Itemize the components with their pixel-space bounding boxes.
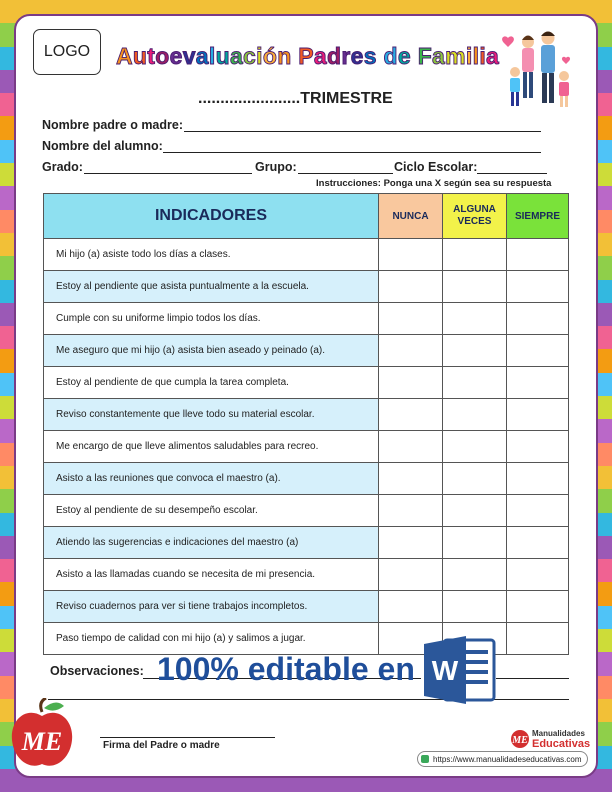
indicator-text: Asisto a las llamadas cuando se necesita de mi presencia. — [44, 559, 379, 591]
website-link[interactable] — [417, 751, 588, 767]
title-letter: d — [383, 43, 398, 69]
table-row — [44, 367, 569, 399]
indicator-text: Me encargo de que lleve alimentos saludables para recreo. — [44, 431, 379, 463]
title-letter: e — [397, 43, 411, 69]
indicator-text: Me aseguro que mi hijo (a) asista bien aseado y peinado (a). — [44, 335, 379, 367]
observations-line-1b[interactable] — [496, 678, 569, 679]
table-row — [44, 399, 569, 431]
word-letter: W — [431, 655, 459, 686]
answer-cell-nunca[interactable] — [379, 271, 443, 303]
table-row — [44, 463, 569, 495]
answer-cell-alguna-veces[interactable] — [443, 335, 507, 367]
indicators-table — [43, 193, 569, 655]
title-letter: u — [215, 43, 230, 69]
page-title — [116, 43, 499, 70]
signature-line[interactable] — [100, 737, 275, 738]
title-letter: a — [195, 43, 209, 69]
indicator-text: Paso tiempo de calidad con mi hijo (a) y salimos a jugar. — [44, 623, 379, 655]
answer-cell-nunca[interactable] — [379, 399, 443, 431]
answer-cell-nunca[interactable] — [379, 367, 443, 399]
title-letter: i — [465, 43, 473, 69]
title-letter: a — [432, 43, 446, 69]
title-letter: l — [208, 43, 216, 69]
grade-line[interactable] — [84, 173, 252, 174]
indicator-text: Cumple con su uniforme limpio todos los días. — [44, 303, 379, 335]
title-letter: u — [132, 43, 148, 69]
table-row — [44, 335, 569, 367]
group-label: Grupo: — [255, 160, 297, 174]
table-row — [44, 527, 569, 559]
table-row — [44, 431, 569, 463]
answer-cell-nunca[interactable] — [379, 239, 443, 271]
title-letter: l — [472, 43, 480, 69]
answer-cell-siempre[interactable] — [507, 239, 569, 271]
signature-label: Firma del Padre o madre — [103, 740, 220, 751]
word-icon — [422, 634, 498, 706]
answer-cell-alguna-veces[interactable] — [443, 463, 507, 495]
table-row — [44, 495, 569, 527]
answer-cell-siempre[interactable] — [507, 623, 569, 655]
title-letter — [377, 43, 384, 70]
answer-cell-alguna-veces[interactable] — [443, 367, 507, 399]
title-letter: d — [327, 43, 342, 69]
answer-cell-nunca[interactable] — [379, 495, 443, 527]
family-illustration — [500, 28, 578, 112]
answer-cell-siempre[interactable] — [507, 559, 569, 591]
parent-name-label: Nombre padre o madre: — [42, 118, 184, 132]
title-letter: e — [350, 43, 364, 69]
indicator-text: Estoy al pendiente de su desempeño escolar. — [44, 495, 379, 527]
brand-line-2: Educativas — [532, 738, 591, 750]
svg-text:ME: ME — [512, 735, 528, 746]
lock-icon — [421, 755, 429, 763]
answer-cell-alguna-veces[interactable] — [443, 239, 507, 271]
title-letter: a — [486, 43, 500, 69]
apple-logo-icon — [8, 698, 76, 770]
answer-cell-siempre[interactable] — [507, 527, 569, 559]
school-cycle-label: Ciclo Escolar: — [394, 160, 478, 174]
answer-cell-nunca[interactable] — [379, 335, 443, 367]
title-letter: a — [229, 43, 244, 69]
indicator-text: Mi hijo (a) asiste todo los días a clases. — [44, 239, 379, 271]
header-siempre: SIEMPRE — [507, 194, 569, 239]
table-row — [44, 591, 569, 623]
answer-cell-siempre[interactable] — [507, 271, 569, 303]
answer-cell-alguna-veces[interactable] — [443, 527, 507, 559]
answer-cell-nunca[interactable] — [379, 591, 443, 623]
title-letter: v — [182, 43, 196, 69]
header-nunca: NUNCA — [379, 194, 443, 239]
header-alguna-veces: ALGUNA VECES — [443, 194, 507, 239]
title-letter: n — [277, 43, 292, 69]
brand-logo — [510, 726, 594, 750]
answer-cell-siempre[interactable] — [507, 431, 569, 463]
indicator-text: Reviso cuadernos para ver si tiene trabajos incompletos. — [44, 591, 379, 623]
answer-cell-siempre[interactable] — [507, 463, 569, 495]
instructions-text: Instrucciones: Ponga una X según sea su respuesta — [316, 178, 552, 189]
title-letter: t — [147, 43, 156, 69]
answer-cell-nunca[interactable] — [379, 527, 443, 559]
answer-cell-nunca[interactable] — [379, 303, 443, 335]
table-row — [44, 559, 569, 591]
answer-cell-nunca[interactable] — [379, 559, 443, 591]
title-letter: m — [445, 43, 466, 69]
title-letter: F — [417, 43, 433, 69]
title-letter: i — [256, 43, 263, 69]
title-letter: P — [298, 43, 314, 69]
title-letter: e — [169, 43, 183, 69]
answer-cell-nunca[interactable] — [379, 463, 443, 495]
table-row — [44, 271, 569, 303]
indicator-text: Estoy al pendiente que asista puntualmente a la escuela. — [44, 271, 379, 303]
title-letter: A — [116, 43, 133, 69]
title-letter — [411, 43, 418, 70]
answer-cell-alguna-veces[interactable] — [443, 271, 507, 303]
title-letter: r — [341, 43, 351, 69]
student-name-line[interactable] — [163, 152, 541, 153]
title-letter: a — [313, 43, 328, 69]
answer-cell-alguna-veces[interactable] — [443, 399, 507, 431]
indicator-text: Estoy al pendiente de que cumpla la tarea completa. — [44, 367, 379, 399]
parent-name-line[interactable] — [184, 131, 541, 132]
title-letter: o — [155, 43, 170, 69]
observations-label: Observaciones: — [50, 664, 144, 678]
trimester-label: .......................TRIMESTRE — [198, 90, 393, 107]
indicator-text: Reviso constantemente que lleve todo su material escolar. — [44, 399, 379, 431]
table-header-row — [44, 194, 569, 239]
header-indicadores: INDICADORES — [44, 194, 379, 239]
answer-cell-siempre[interactable] — [507, 303, 569, 335]
answer-cell-alguna-veces[interactable] — [443, 559, 507, 591]
school-cycle-line[interactable] — [477, 173, 547, 174]
group-line[interactable] — [298, 173, 393, 174]
table-row — [44, 303, 569, 335]
editable-banner: 100% editable en — [157, 651, 415, 687]
grade-label: Grado: — [42, 160, 83, 174]
title-letter: i — [479, 43, 487, 69]
answer-cell-alguna-veces[interactable] — [443, 591, 507, 623]
website-url: https://www.manualidadeseducativas.com — [433, 754, 582, 764]
answer-cell-siempre[interactable] — [507, 367, 569, 399]
answer-cell-nunca[interactable] — [379, 431, 443, 463]
answer-cell-siempre[interactable] — [507, 591, 569, 623]
answer-cell-alguna-veces[interactable] — [443, 431, 507, 463]
answer-cell-alguna-veces[interactable] — [443, 303, 507, 335]
student-name-label: Nombre del alumno: — [42, 139, 163, 153]
apple-letters: ME — [21, 727, 63, 756]
answer-cell-alguna-veces[interactable] — [443, 495, 507, 527]
table-row — [44, 239, 569, 271]
answer-cell-siempre[interactable] — [507, 399, 569, 431]
title-letter: s — [363, 43, 377, 69]
answer-cell-siempre[interactable] — [507, 335, 569, 367]
indicator-text: Atiendo las sugerencias e indicaciones del maestro (a) — [44, 527, 379, 559]
brand-line-1: Manualidades — [532, 729, 585, 738]
title-letter: c — [243, 43, 257, 69]
table-body — [44, 239, 569, 655]
answer-cell-siempre[interactable] — [507, 495, 569, 527]
title-letter — [292, 43, 299, 70]
indicator-text: Asisto a las reuniones que convoca el maestro (a). — [44, 463, 379, 495]
logo-placeholder: LOGO — [33, 29, 101, 75]
title-letter: ó — [262, 43, 278, 69]
